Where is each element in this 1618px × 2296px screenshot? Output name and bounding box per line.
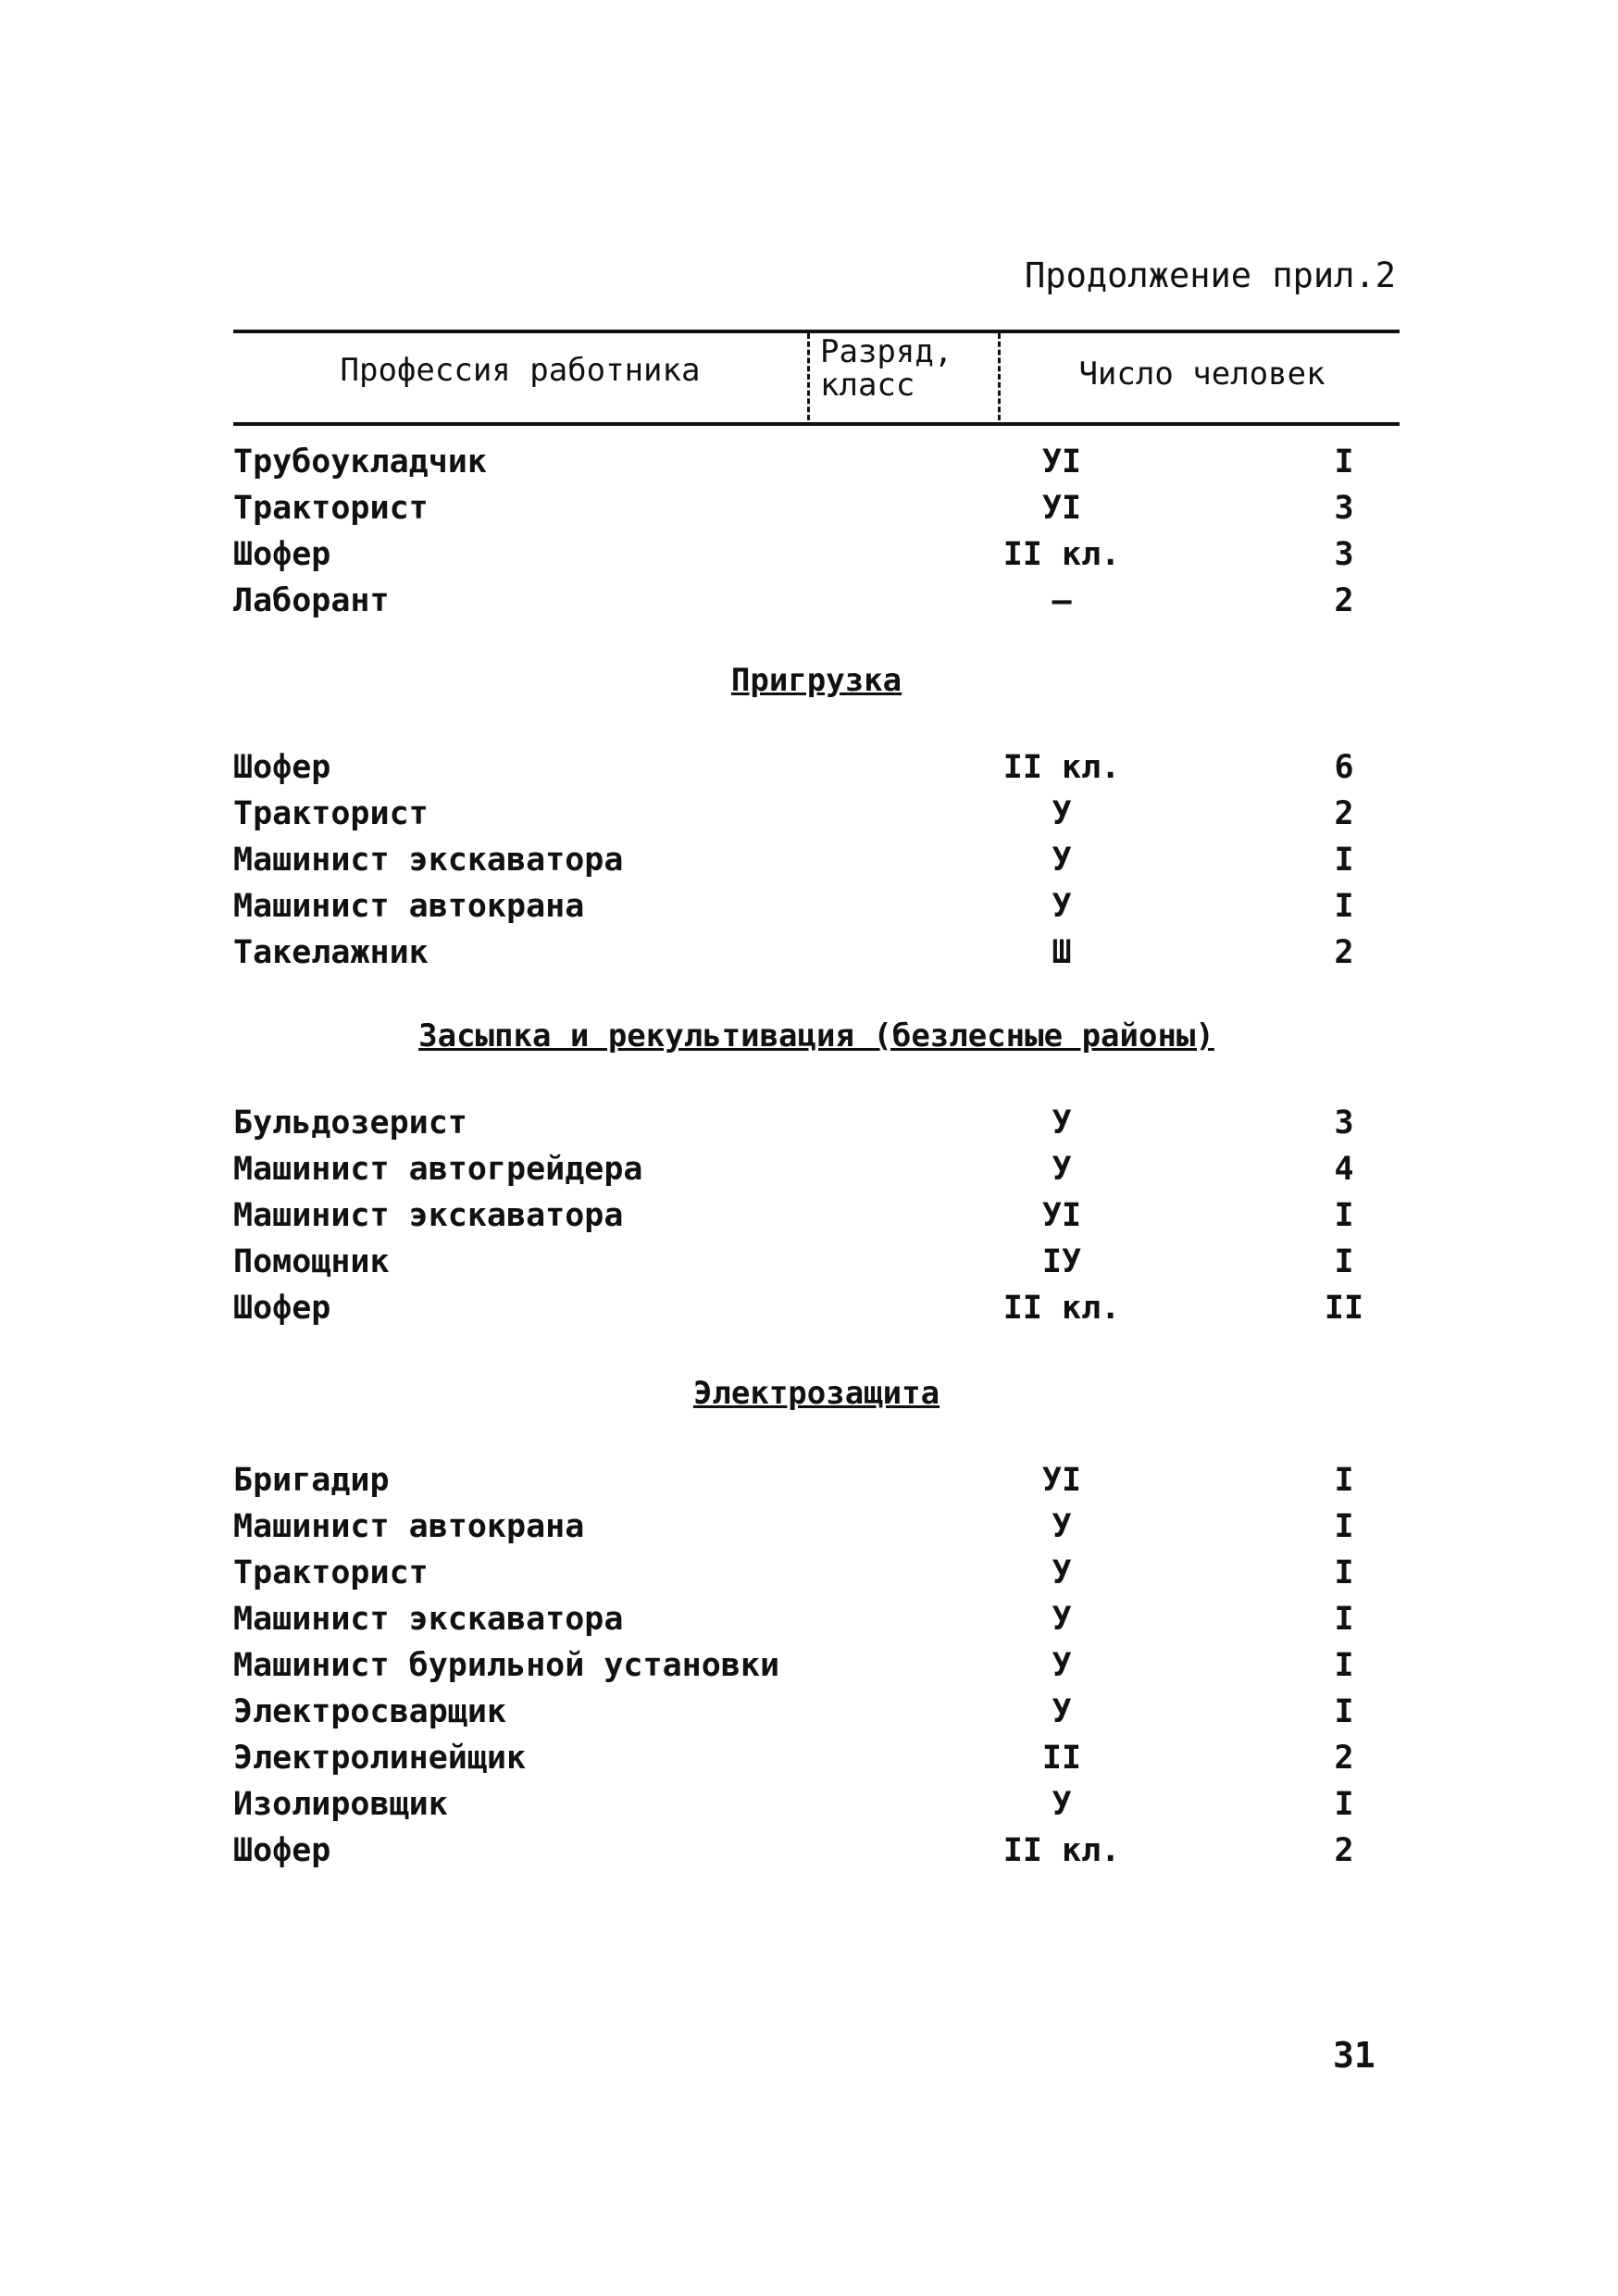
table-row [233, 578, 1400, 624]
table-row [233, 791, 1400, 837]
profession-cell: Шофер [233, 1832, 331, 1869]
count-cell: I [1334, 443, 1354, 480]
profession-cell: Шофер [233, 749, 331, 786]
table-row [233, 1239, 1400, 1285]
table-row [233, 1550, 1400, 1596]
profession-cell: Такелажник [233, 934, 429, 971]
count-cell: I [1334, 1508, 1354, 1545]
grade-cell: У [1052, 1693, 1072, 1730]
table-top-rule [233, 330, 1400, 333]
section-backfill [233, 1013, 1400, 1331]
column-separator [998, 333, 1001, 420]
profession-cell: Трубоукладчик [233, 443, 487, 480]
column-separator [807, 333, 810, 420]
count-cell: 2 [1334, 934, 1354, 971]
profession-cell: Машинист автокрана [233, 1508, 585, 1545]
count-cell: I [1334, 842, 1354, 879]
profession-cell: Бригадир [233, 1462, 390, 1499]
grade-cell: – [1052, 582, 1072, 619]
table-row [233, 1504, 1400, 1550]
table-header-rule [233, 422, 1400, 426]
profession-cell: Машинист экскаватора [233, 842, 624, 879]
table-row [233, 439, 1400, 485]
profession-cell: Лаборант [233, 582, 390, 619]
profession-cell: Шофер [233, 1290, 331, 1327]
count-cell: 4 [1334, 1151, 1354, 1188]
grade-cell: II [1041, 1740, 1082, 1777]
profession-cell: Электролинейщик [233, 1740, 527, 1777]
table-row [233, 930, 1400, 976]
header-grade: Разряд, класс [820, 333, 953, 404]
grade-cell: II кл. [1002, 1290, 1121, 1327]
table-row [233, 485, 1400, 531]
grade-cell: У [1052, 1647, 1072, 1684]
grade-cell: II кл. [1002, 536, 1121, 573]
table-row [233, 837, 1400, 883]
grade-cell: У [1052, 1104, 1072, 1142]
count-cell: 6 [1334, 749, 1354, 786]
profession-cell: Бульдозерист [233, 1104, 467, 1142]
profession-cell: Машинист автокрана [233, 888, 585, 925]
grade-cell: УI [1041, 490, 1082, 527]
grade-cell: У [1052, 1508, 1072, 1545]
count-cell: I [1334, 1693, 1354, 1730]
grade-cell: УI [1041, 1197, 1082, 1234]
grade-cell: У [1052, 1786, 1072, 1823]
section-preload [233, 657, 1400, 976]
grade-cell: УI [1041, 443, 1082, 480]
section-title: Засыпка и рекультивация (безлесные районы) [418, 1017, 1214, 1054]
table-row [233, 1781, 1400, 1828]
table-row [233, 1642, 1400, 1689]
table-row [233, 1457, 1400, 1504]
count-cell: 2 [1334, 1832, 1354, 1869]
table-row [233, 1596, 1400, 1642]
grade-cell: Ш [1052, 934, 1072, 971]
count-cell: I [1334, 1462, 1354, 1499]
table-row [233, 1146, 1400, 1192]
table-row [233, 744, 1400, 791]
count-cell: 3 [1334, 1104, 1354, 1142]
grade-cell: У [1052, 795, 1072, 832]
section-main [233, 439, 1400, 624]
grade-cell: II кл. [1002, 1832, 1121, 1869]
table-row [233, 531, 1400, 578]
grade-cell: У [1052, 1601, 1072, 1638]
profession-cell: Тракторист [233, 490, 429, 527]
count-cell: I [1334, 1197, 1354, 1234]
header-profession: Профессия работника [340, 352, 701, 389]
table-row [233, 1735, 1400, 1781]
count-cell: II [1324, 1290, 1364, 1327]
count-cell: I [1334, 1647, 1354, 1684]
count-cell: I [1334, 888, 1354, 925]
grade-cell: У [1052, 1554, 1072, 1591]
count-cell: I [1334, 1554, 1354, 1591]
table-row [233, 1689, 1400, 1735]
profession-cell: Машинист экскаватора [233, 1197, 624, 1234]
count-cell: 2 [1334, 1740, 1354, 1777]
table-row [233, 883, 1400, 930]
profession-cell: Электросварщик [233, 1693, 507, 1730]
header-count: Число человек [1078, 356, 1326, 393]
count-cell: 3 [1334, 490, 1354, 527]
table-row [233, 1100, 1400, 1146]
count-cell: 2 [1334, 795, 1354, 832]
grade-cell: У [1052, 842, 1072, 879]
count-cell: I [1334, 1786, 1354, 1823]
count-cell: I [1334, 1243, 1354, 1280]
table-row [233, 1192, 1400, 1239]
profession-cell: Машинист экскаватора [233, 1601, 624, 1638]
profession-cell: Тракторист [233, 1554, 429, 1591]
count-cell: 3 [1334, 536, 1354, 573]
profession-cell: Помощник [233, 1243, 390, 1280]
grade-cell: II кл. [1002, 749, 1121, 786]
section-title: Пригрузка [730, 662, 902, 699]
grade-cell: УI [1041, 1462, 1082, 1499]
grade-cell: У [1052, 1151, 1072, 1188]
grade-cell: IУ [1041, 1243, 1082, 1280]
profession-cell: Изолировщик [233, 1786, 448, 1823]
profession-cell: Шофер [233, 536, 331, 573]
continuation-note: Продолжение прил.2 [1025, 256, 1396, 295]
section-electro-protection [233, 1370, 1400, 1874]
profession-cell: Тракторист [233, 795, 429, 832]
section-title: Электрозащита [692, 1375, 940, 1412]
profession-cell: Машинист автогрейдера [233, 1151, 643, 1188]
grade-cell: У [1052, 888, 1072, 925]
profession-cell: Машинист бурильной установки [233, 1647, 780, 1684]
table-row [233, 1828, 1400, 1874]
count-cell: 2 [1334, 582, 1354, 619]
page-number: 31 [1333, 2035, 1375, 2076]
table-row [233, 1285, 1400, 1331]
count-cell: I [1334, 1601, 1354, 1638]
